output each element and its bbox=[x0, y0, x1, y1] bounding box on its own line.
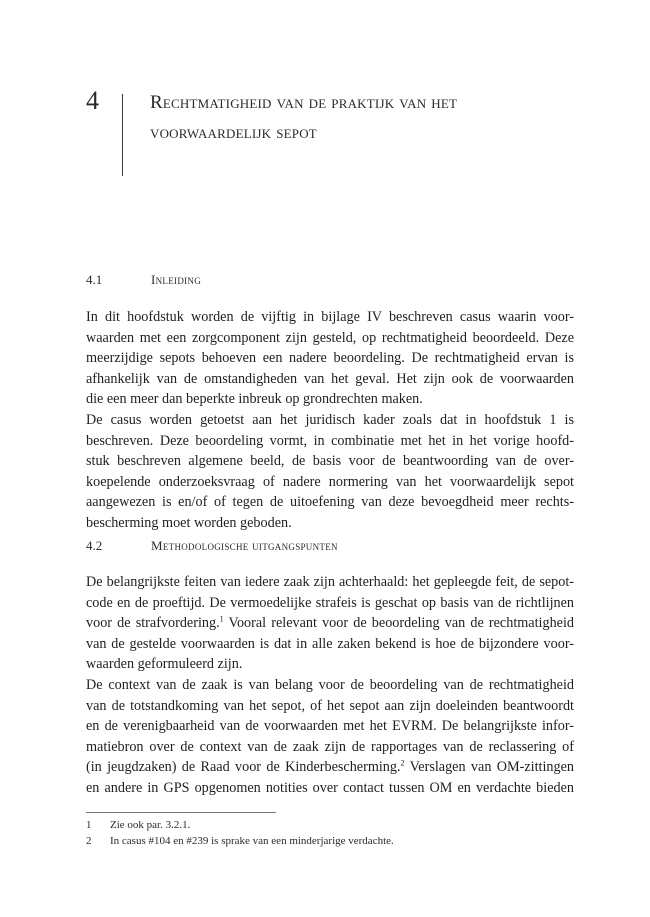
text-line: meerzijdige sepots behoeven een nadere beoordeling. De rechtmatigheid ervan is bbox=[86, 350, 574, 367]
text-line: matiebron over de context van de zaak zijn de rapportages van de reclassering of bbox=[86, 738, 574, 755]
paragraph bbox=[86, 307, 574, 410]
footnote-ref[interactable]: 1 bbox=[219, 614, 224, 624]
text-fragment: Verslagen van OM-zittingen bbox=[404, 759, 574, 776]
text-fragment: voor de strafvordering. bbox=[86, 615, 220, 632]
text-line: De belangrijkste feiten van iedere zaak zijn achterhaald: het gepleegde feit, de sepot- bbox=[86, 574, 574, 590]
paragraph bbox=[86, 410, 574, 534]
text-line bbox=[86, 613, 574, 634]
text-line: van de gestelde voorwaarden is dat in alle zaken bekend is hoe de bijzondere voor- bbox=[86, 635, 574, 652]
footnote-text: In casus #104 en #239 is sprake van een minderjarige verdachte. bbox=[110, 835, 394, 847]
section-title: Methodologische uitgangspunten bbox=[151, 538, 338, 553]
text-fragment: Vooral relevant voor de beoordeling van de rechtmatigheid bbox=[223, 615, 574, 632]
footnote-number: 2 bbox=[86, 835, 92, 847]
text-line: code en de proeftijd. De vermoedelijke strafeis is geschat op basis van de richtlijnen bbox=[86, 594, 574, 611]
chapter-number: 4 bbox=[86, 86, 99, 115]
text-line: van de totstandkoming van het sepot, of het sepot aan zijn doeleinden beantwoordt bbox=[86, 697, 574, 714]
text-line: De context van de zaak is van belang voor de beoordeling van de rechtmatigheid bbox=[86, 677, 574, 693]
text-line: waarden met een zorgcomponent zijn gesteld, op rechtmatigheid beoordeeld. Deze bbox=[86, 329, 574, 346]
text-line: die een meer dan beperkte inbreuk op grondrechten maken. bbox=[86, 391, 423, 408]
text-line: afhankelijk van de omstandigheden van het geval. Het zijn ook de voorwaarden bbox=[86, 370, 574, 387]
footnote-text: Zie ook par. 3.2.1. bbox=[110, 819, 191, 831]
chapter-title bbox=[150, 88, 590, 148]
section-number: 4.1 bbox=[86, 272, 103, 287]
paragraph bbox=[86, 675, 574, 799]
footnote-number: 1 bbox=[86, 819, 92, 831]
chapter-divider bbox=[122, 94, 123, 176]
text-line: aangewezen is en/of of tegen de uitoefening van deze bevoegdheid meer rechts- bbox=[86, 494, 574, 511]
section-title: Inleiding bbox=[151, 272, 202, 287]
text-line: De casus worden getoetst aan het juridisch kader zoals dat in hoofdstuk 1 is bbox=[86, 412, 574, 428]
text-fragment: (in jeugdzaken) de Raad voor de Kinderbescherming. bbox=[86, 759, 401, 776]
chapter-title-line-1: Rechtmatigheid van de praktijk van het bbox=[150, 92, 458, 113]
text-line: stuk beschreven algemene beeld, de basis voor de beantwoording van de over- bbox=[86, 453, 574, 470]
text-line: In dit hoofdstuk worden de vijftig in bijlage IV beschreven casus waarin voor- bbox=[86, 309, 574, 325]
chapter-title-line-2: voorwaardelijk sepot bbox=[150, 122, 317, 143]
text-line: beschreven. Deze beoordeling vormt, in combinatie met het in het vorige hoofd- bbox=[86, 432, 574, 449]
footnote-ref[interactable]: 2 bbox=[400, 758, 405, 768]
footnote-divider bbox=[86, 812, 276, 813]
text-line: en andere in GPS opgenomen notities over contact tussen OM en verdachte bieden bbox=[86, 779, 574, 796]
paragraph bbox=[86, 572, 574, 675]
text-line bbox=[86, 757, 574, 778]
text-line: koepelende onderzoeksvraag of nadere normering van het voorwaardelijk sepot bbox=[86, 473, 574, 490]
section-number: 4.2 bbox=[86, 538, 103, 553]
text-line: bescherming moet worden geboden. bbox=[86, 514, 292, 531]
text-line: en de verenigbaarheid van de voorwaarden met het EVRM. De belangrijkste infor- bbox=[86, 718, 574, 735]
text-line: waarden geformuleerd zijn. bbox=[86, 656, 243, 673]
